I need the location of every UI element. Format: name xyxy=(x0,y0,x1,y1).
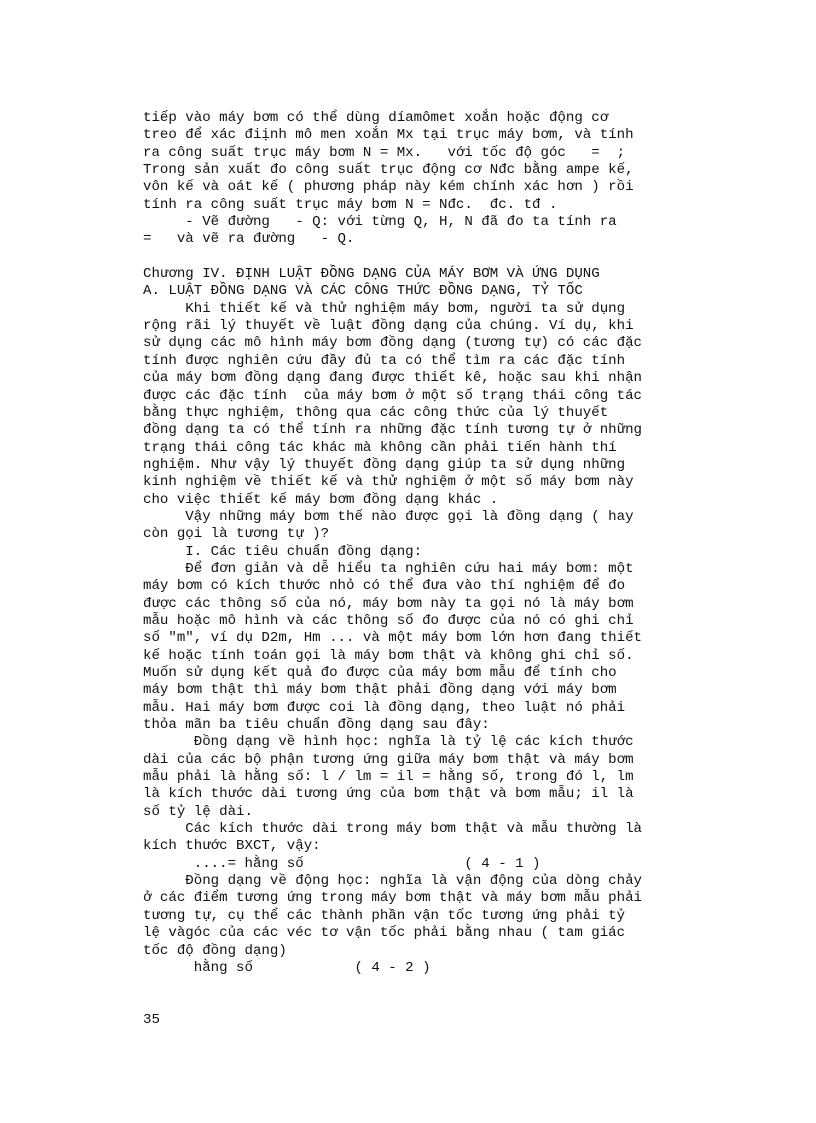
page-number: 35 xyxy=(143,1012,160,1028)
text-line: hằng số ( 4 - 2 ) xyxy=(143,959,431,976)
text-line: ....= hằng số ( 4 - 1 ) xyxy=(143,855,541,872)
text-line: nghiệm. Như vậy lý thuyết đồng dạng giúp ta sử dụng những xyxy=(143,456,626,473)
text-line: Trong sản xuất đo công suất trục động cơ Nđc bằng ampe kế, xyxy=(143,162,634,179)
text-line: tương tự, cụ thể các thành phần vận tốc tương ứng phải tỷ xyxy=(143,907,626,924)
text-line: I. Các tiêu chuẩn đồng dạng: xyxy=(143,543,423,560)
text-line: treo để xác điịnh mô men xoắn Mx tại trục máy bơm, và tính xyxy=(143,127,634,144)
text-line: lệ vàgóc của các véc tơ vận tốc phải bằng nhau ( tam giác xyxy=(143,925,626,942)
text-line: Muốn sử dụng kết quả đo được của máy bơm mẫu để tính cho xyxy=(143,665,617,681)
text-line: số tỷ lệ dài. xyxy=(143,803,253,820)
text-line: máy bơm có kích thước nhỏ có thể đưa vào thí nghiệm để đo xyxy=(143,578,626,595)
text-line: kích thước BXCT, vậy: xyxy=(143,838,321,855)
text-line: A. LUẬT ĐỒNG DẠNG VÀ CÁC CÔNG THỨC ĐỒNG DẠNG, TỶ TỐC xyxy=(143,283,583,300)
text-line: tính ra công suất trục máy bơm N = Nđc. đc. tđ . xyxy=(143,196,558,213)
text-line: máy bơm thật thì máy bơm thật phải đồng dạng với máy bơm xyxy=(143,682,617,699)
text-line: dài của các bộ phận tương ứng giữa máy bơm thật và máy bơm xyxy=(143,751,634,768)
text-line: vôn kế và oát kế ( phương pháp này kém chính xác hơn ) rồi xyxy=(143,179,634,196)
text-line: - Vẽ đường - Q: với từng Q, H, N đã đo ta tính ra xyxy=(143,214,617,231)
text-line: sử dụng các mô hình máy bơm đồng dạng (tương tự) có các đặc xyxy=(143,335,642,352)
text-line: mẫu. Hai máy bơm được coi là đồng dạng, theo luật nó phải xyxy=(143,699,626,716)
text-line: là kích thước dài tương ứng của bơm thật và bơm mẫu; il là xyxy=(143,786,634,803)
text-line: Các kích thước dài trong máy bơm thật và mẫu thường là xyxy=(143,821,642,838)
text-line: ra công suất trục máy bơm N = Mx. với tốc độ góc = ; xyxy=(143,144,626,161)
text-line: Đồng dạng về động học: nghĩa là vận động của dòng chảy xyxy=(143,873,642,890)
text-line: số "m", ví dụ D2m, Hm ... và một máy bơm lớn hơn đang thiết xyxy=(143,630,642,647)
text-line: trạng thái công tác khác mà không cần phải tiến hành thí xyxy=(143,439,617,456)
text-line: Để đơn giản và dễ hiểu ta nghiên cứu hai máy bơm: một xyxy=(143,560,634,577)
text-line: Khi thiết kế và thử nghiệm máy bơm, người ta sử dụng xyxy=(143,300,626,317)
text-line: tiếp vào máy bơm có thể dùng díamômet xoắn hoặc động cơ xyxy=(143,110,609,126)
text-line: bằng thực nghiệm, thông qua các công thức của lý thuyết xyxy=(143,404,609,421)
text-line: còn gọi là tương tự )? xyxy=(143,526,330,543)
text-line: Chương IV. ĐỊNH LUẬT ĐỒNG DẠNG CỦA MÁY BƠM VÀ ỨNG DỤNG xyxy=(143,266,600,283)
text-line: được các đặc tính của máy bơm ở một số trạng thái công tác xyxy=(143,387,642,404)
document-body-text xyxy=(143,110,743,977)
text-line: Đồng dạng về hình học: nghĩa là tỷ lệ các kích thước xyxy=(143,734,634,751)
text-line: đồng dạng ta có thể tính ra những đặc tính tương tự ở những xyxy=(143,422,642,439)
text-line: được các thông số của nó, máy bơm này ta gọi nó là máy bơm xyxy=(143,595,634,612)
text-line: = và vẽ ra đường - Q. xyxy=(143,231,355,248)
text-line: cho việc thiết kế máy bơm đồng dạng khác . xyxy=(143,491,499,508)
text-line: của máy bơm đồng dạng đang được thiết kê, hoặc sau khi nhận xyxy=(143,370,642,387)
text-line: ở các điểm tương ứng trong máy bơm thật và máy bơm mẫu phải xyxy=(143,890,642,907)
text-line: kinh nghiệm về thiết kế và thử nghiệm ở một số máy bơm này xyxy=(143,474,634,491)
text-line: mẫu hoặc mô hình và các thông số đo được của nó có ghi chỉ xyxy=(143,612,634,629)
text-line: rộng rãi lý thuyết về luật đồng dạng của chúng. Ví dụ, khi xyxy=(143,318,634,335)
text-line: kế hoặc tính toán gọi là máy bơm thật và không ghi chỉ số. xyxy=(143,647,634,664)
text-line: thỏa mãn ba tiêu chuẩn đồng dạng sau đây: xyxy=(143,717,490,734)
text-line: tốc độ đồng dạng) xyxy=(143,942,287,959)
text-line: tính được nghiên cứu đầy đủ ta có thể tìm ra các đặc tính xyxy=(143,352,626,369)
blank-line xyxy=(143,249,743,266)
text-line: Vậy những máy bơm thế nào được gọi là đồng dạng ( hay xyxy=(143,508,634,525)
text-line: mẫu phải là hằng số: l / lm = il = hằng số, trong đó l, lm xyxy=(143,769,634,786)
